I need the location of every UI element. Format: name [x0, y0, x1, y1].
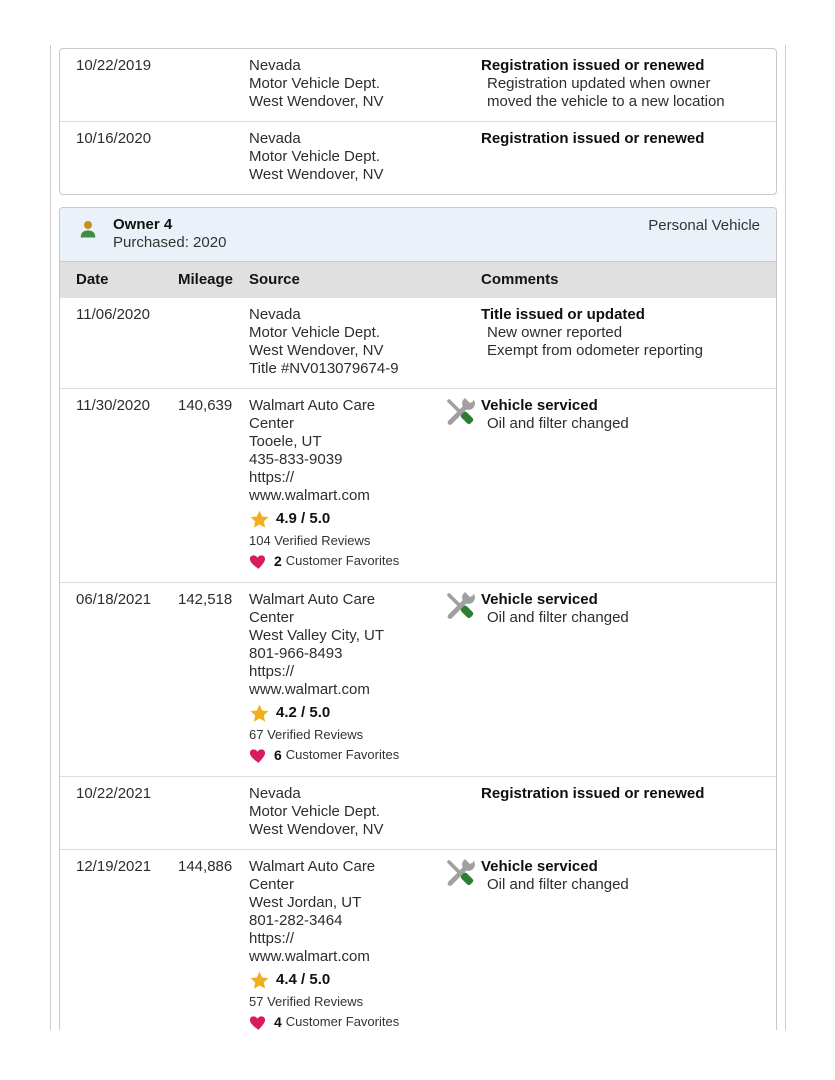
source-line: West Valley City, UT	[249, 627, 385, 644]
star-icon	[249, 509, 270, 530]
favorites-label: Customer Favorites	[285, 553, 400, 568]
owner-card	[59, 207, 777, 1030]
comment-title: Vehicle serviced	[481, 591, 598, 608]
heart-icon	[249, 746, 268, 765]
comment-detail-line: Registration updated when owner	[487, 75, 711, 92]
service-icon	[443, 395, 477, 429]
row-source	[249, 130, 443, 184]
row-mileage	[178, 306, 249, 378]
rating-score-line	[249, 507, 431, 531]
column-header-mileage: Mileage	[178, 271, 234, 288]
source-line: www.walmart.com	[249, 487, 370, 504]
source-line: https://	[249, 930, 295, 947]
service-icon	[443, 856, 477, 890]
comment-title: Registration issued or renewed	[481, 130, 705, 147]
row-mileage: 144,886	[178, 858, 233, 875]
row-icon-cell	[443, 785, 481, 839]
comment-title: Title issued or updated	[481, 306, 645, 323]
source-line: https://	[249, 663, 295, 680]
rating-score-line	[249, 968, 431, 992]
favorites-count: 6	[274, 747, 282, 763]
rating-score: 4.2 / 5.0	[276, 704, 331, 721]
source-line: Walmart Auto Care	[249, 591, 376, 608]
row-comments	[481, 397, 760, 572]
star-icon	[249, 703, 270, 724]
table-row	[60, 849, 776, 1030]
row-mileage: 142,518	[178, 591, 233, 608]
row-comments	[481, 57, 760, 111]
row-source	[249, 397, 443, 572]
row-date: 11/30/2020	[76, 397, 150, 414]
verified-reviews: 67 Verified Reviews	[249, 727, 364, 742]
customer-favorites-line	[249, 1011, 431, 1030]
verified-reviews: 104 Verified Reviews	[249, 533, 371, 548]
comment-detail-line: Oil and filter changed	[487, 876, 629, 893]
source-line: https://	[249, 469, 295, 486]
source-line: Nevada	[249, 130, 301, 147]
table-row	[60, 388, 776, 582]
row-icon-cell	[443, 858, 481, 1030]
report-frame	[50, 45, 786, 1030]
row-icon-cell	[443, 591, 481, 766]
shop-rating	[249, 701, 431, 766]
source-line: 801-282-3464	[249, 912, 343, 929]
column-header-comments: Comments	[481, 271, 559, 288]
row-date: 10/22/2021	[76, 785, 152, 802]
row-comments	[481, 591, 760, 766]
comment-title: Registration issued or renewed	[481, 785, 705, 802]
source-line: Motor Vehicle Dept.	[249, 803, 380, 820]
table-row	[60, 582, 776, 776]
source-line: Center	[249, 876, 295, 893]
source-line: Nevada	[249, 785, 301, 802]
row-icon-cell	[443, 130, 481, 184]
shop-rating	[249, 507, 431, 572]
source-line: Center	[249, 415, 295, 432]
source-line: Motor Vehicle Dept.	[249, 324, 380, 341]
table-row	[60, 776, 776, 849]
source-line: Motor Vehicle Dept.	[249, 148, 380, 165]
row-source	[249, 858, 443, 1030]
table-row	[60, 121, 776, 194]
source-line: West Wendover, NV	[249, 93, 384, 110]
row-comments	[481, 306, 760, 378]
comment-title: Registration issued or renewed	[481, 57, 705, 74]
customer-favorites-line	[249, 744, 431, 766]
source-line: Center	[249, 609, 295, 626]
table-row	[60, 49, 776, 121]
row-mileage	[178, 130, 249, 184]
comment-detail-line: Oil and filter changed	[487, 415, 629, 432]
heart-icon	[249, 552, 268, 571]
heart-icon	[249, 1013, 268, 1031]
owner-purchased: Purchased: 2020	[113, 234, 227, 251]
row-date: 06/18/2021	[76, 591, 152, 608]
column-header-source: Source	[249, 271, 300, 288]
source-line: www.walmart.com	[249, 681, 370, 698]
column-header-icon-spacer	[443, 271, 481, 289]
row-source	[249, 57, 443, 111]
source-line: Motor Vehicle Dept.	[249, 75, 380, 92]
comment-title: Vehicle serviced	[481, 858, 598, 875]
row-icon-cell	[443, 57, 481, 111]
source-line: West Wendover, NV	[249, 821, 384, 838]
source-line: Tooele, UT	[249, 433, 322, 450]
comment-detail-line: moved the vehicle to a new location	[487, 93, 725, 110]
customer-favorites-line	[249, 550, 431, 572]
source-line: West Jordan, UT	[249, 894, 362, 911]
row-icon-cell	[443, 397, 481, 572]
events-card	[59, 48, 777, 195]
favorites-label: Customer Favorites	[285, 1014, 400, 1029]
favorites-count: 4	[274, 1014, 282, 1030]
row-date: 10/16/2020	[76, 130, 152, 147]
row-source	[249, 306, 443, 378]
row-mileage	[178, 57, 249, 111]
row-comments	[481, 785, 760, 839]
owner-titles	[113, 216, 648, 252]
owner-header	[60, 208, 776, 261]
column-header-date: Date	[76, 271, 109, 288]
row-date: 12/19/2021	[76, 858, 152, 875]
row-source	[249, 785, 443, 839]
row-mileage	[178, 785, 249, 839]
favorites-label: Customer Favorites	[285, 747, 400, 762]
row-comments	[481, 858, 760, 1030]
comment-title: Vehicle serviced	[481, 397, 598, 414]
row-icon-cell	[443, 306, 481, 378]
source-line: Nevada	[249, 57, 301, 74]
comment-detail-line: New owner reported	[487, 324, 623, 341]
source-line: West Wendover, NV	[249, 166, 384, 183]
comment-detail-line: Oil and filter changed	[487, 609, 629, 626]
owner-card-rows	[60, 298, 776, 1030]
vehicle-type-label: Personal Vehicle	[648, 217, 760, 234]
comment-detail-line: Exempt from odometer reporting	[487, 342, 703, 359]
rating-score-line	[249, 701, 431, 725]
rating-score: 4.4 / 5.0	[276, 971, 331, 988]
source-line: West Wendover, NV	[249, 342, 384, 359]
source-line: 435-833-9039	[249, 451, 343, 468]
source-line: 801-966-8493	[249, 645, 343, 662]
source-line: Walmart Auto Care	[249, 397, 376, 414]
source-line: Walmart Auto Care	[249, 858, 376, 875]
row-date: 11/06/2020	[76, 306, 150, 323]
shop-rating	[249, 968, 431, 1030]
verified-reviews: 57 Verified Reviews	[249, 994, 364, 1009]
row-mileage: 140,639	[178, 397, 233, 414]
row-date: 10/22/2019	[76, 57, 152, 74]
person-icon	[77, 219, 99, 241]
favorites-count: 2	[274, 553, 282, 569]
rating-score: 4.9 / 5.0	[276, 510, 331, 527]
events-card-rows	[60, 49, 776, 194]
source-line: Nevada	[249, 306, 301, 323]
service-icon	[443, 589, 477, 623]
star-icon	[249, 970, 270, 991]
owner-title: Owner 4	[113, 216, 173, 233]
row-source	[249, 591, 443, 766]
table-row	[60, 298, 776, 388]
source-line: www.walmart.com	[249, 948, 370, 965]
source-line: Title #NV013079674-9	[249, 360, 399, 377]
table-header	[60, 261, 776, 298]
row-comments	[481, 130, 760, 184]
